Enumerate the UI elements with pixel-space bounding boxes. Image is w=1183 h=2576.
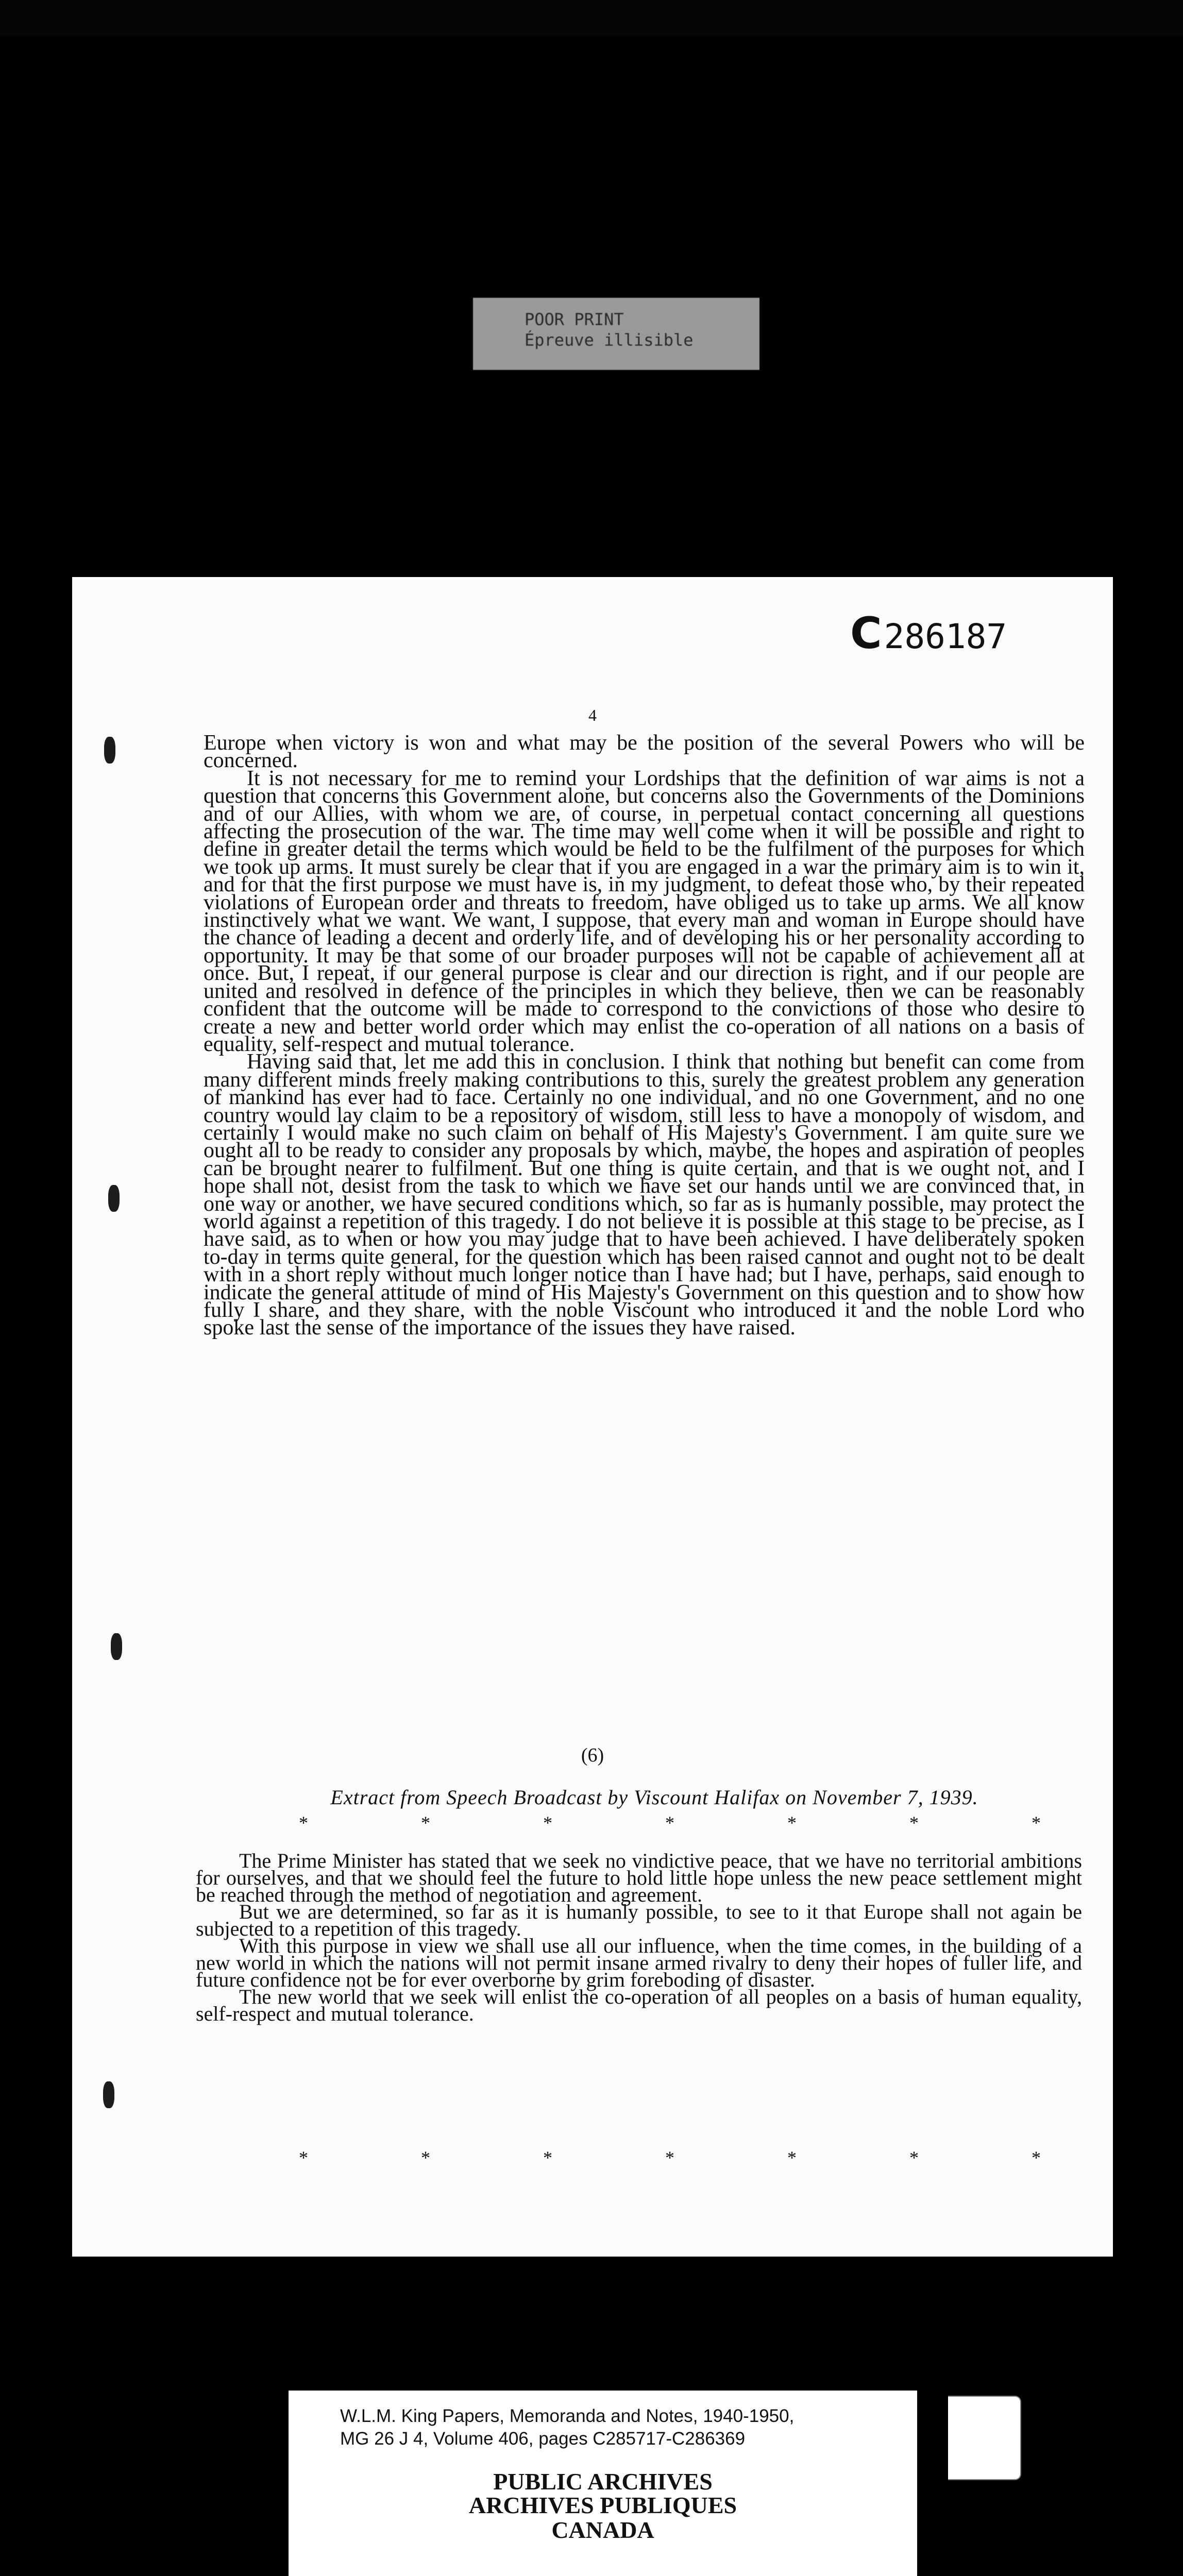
separator-star: * xyxy=(665,1812,674,1833)
reference-line-2: MG 26 J 4, Volume 406, pages C285717-C286369 xyxy=(340,2429,746,2449)
separator-star: * xyxy=(1032,1812,1041,1833)
punch-hole xyxy=(108,1185,120,1212)
separator-star: * xyxy=(299,2147,308,2168)
separator-star: * xyxy=(787,2147,797,2168)
paragraph-1: Europe when victory is won and what may be the position of the several Powers who will be concerned. xyxy=(204,731,1085,773)
separator-star: * xyxy=(787,1812,797,1833)
stamp-c-mark: C xyxy=(850,608,882,658)
section-number: (6) xyxy=(581,1744,604,1766)
paragraph-2: It is not necessary for me to remind your Lordships that the definition of war aims is not a question that concerns this Government alone, but concerns also the Governments of the Dominions and of our Allies, with whom we are, of course, in perpetual contact concerning all questions affecting the prosecution of the war. The time may well come when it will be possible and right to define in greater detail the terms which would be held to be the fulfilment of the purposes for which we took up arms. It must surely be clear that if you are engaged in a war the primary aim is to win it, and for that the first purpose we must have is, in my judgment, to defeat those who, by their repeated violations of European order and threats to freedom, have obliged us to take up arms. We all know instinctively what we want. We want, I suppose, that every man and woman in Europe should have the chance of leading a decent and orderly life, and of developing his or her personality according to opportunity. It may be that some of our broader purposes will not be capable of achievement all at once. But, I repeat, if our general purpose is clear and our direction is right, and if our people are united and resolved in defence of the principles in which they believe, then we can be reasonably confident that the outcome will be made to correspond to the convictions of those who desire to create a new and better world order which may enlist the co-operation of all nations on a basis of equality, self-respect and mutual tolerance. xyxy=(204,766,1085,1056)
reference-line-1: W.L.M. King Papers, Memoranda and Notes, 1940-1950, xyxy=(340,2406,795,2426)
paragraph-3: Having said that, let me add this in conclusion. I think that nothing but benefit can come from many different minds freely making contributions to this, surely the greatest problem any generation of mankind has ever had to face. Certainly no one individual, and no one Government, and no one country would lay claim to be a repository of wisdom, still less to have a monopoly of wisdom, and certainly I would make no such claim on behalf of His Majesty's Government. I am quite sure we ought all to be ready to consider any proposals by which, maybe, the hopes and aspiration of peoples can be brought nearer to fulfilment. But one thing is quite certain, and that is we ought not, and I hope shall not, desist from the task to which we have set our hands until we are convinced that, in one way or another, we have secured conditions which, so far as is humanly possible, may protect the world against a repetition of this tragedy. I do not believe it is possible at this stage to be precise, as I have said, as to when or how you may judge that to have been achieved. I have deliberately spoken to-day in terms quite general, for the question which has been raised cannot and ought not to be dealt with in a short reply without much longer notice than I have had; but I have, perhaps, said enough to indicate the general attitude of mind of His Majesty's Government on this question and to show how fully I share, and they share, with the noble Viscount who introduced it and the noble Lord who spoke last the sense of the importance of the issues they have raised. xyxy=(204,1050,1085,1340)
separator-star: * xyxy=(909,2147,919,2168)
separator-star: * xyxy=(421,2147,430,2168)
separator-star: * xyxy=(543,1812,552,1833)
archive-country: CANADA xyxy=(551,2517,654,2543)
extract-paragraph-2: But we are determined, so far as it is humanly possible, to see to it that Europe shall not again be subjected to a repetition of this tragedy. xyxy=(196,1900,1082,1940)
film-edge xyxy=(0,0,1183,36)
extract-paragraph-4: The new world that we seek will enlist the co-operation of all peoples on a basis of human equality, self-respect and mutual tolerance. xyxy=(196,1985,1082,2025)
separator-star: * xyxy=(909,1812,919,1833)
folio-number: 4 xyxy=(588,706,597,724)
poor-print-english: POOR PRINT xyxy=(525,310,624,329)
speech-body xyxy=(204,731,1085,1340)
separator-star: * xyxy=(665,2147,674,2168)
separator-top xyxy=(299,1814,1041,1832)
extract-heading: Extract from Speech Broadcast by Viscount Halifax on November 7, 1939. xyxy=(330,1786,978,1809)
archive-reference-slip xyxy=(289,2391,917,2576)
poor-print-label xyxy=(473,298,759,370)
document-page xyxy=(72,577,1113,2257)
extract-paragraph-3: With this purpose in view we shall use all our influence, when the time comes, in the building of a new world in which the nations will not permit insane armed rivalry to deny their hopes of fuller life, and future confidence not be for ever overborne by grim foreboding of disaster. xyxy=(196,1934,1082,1991)
separator-bottom xyxy=(299,2148,1041,2167)
punch-hole xyxy=(103,2081,114,2108)
extract-paragraph-1: The Prime Minister has stated that we seek no vindictive peace, that we have no territorial ambitions for ourselves, and that we should feel the future to hold little hope unless the new peace settlement might be reached through the method of negotiation and agreement. xyxy=(196,1849,1082,1906)
archive-name-french: ARCHIVES PUBLIQUES xyxy=(468,2492,737,2518)
punch-hole xyxy=(111,1633,122,1660)
separator-star: * xyxy=(299,1812,308,1833)
extract-body xyxy=(196,1849,1082,2025)
document-number: 286187 xyxy=(884,617,1007,656)
punch-hole xyxy=(104,737,115,764)
slip-tab xyxy=(948,2396,1021,2480)
document-number-stamp xyxy=(850,608,1007,658)
poor-print-french: Épreuve illisible xyxy=(525,330,694,350)
separator-star: * xyxy=(543,2147,552,2168)
separator-star: * xyxy=(421,1812,430,1833)
archive-name-english: PUBLIC ARCHIVES xyxy=(493,2468,713,2495)
separator-star: * xyxy=(1032,2147,1041,2168)
